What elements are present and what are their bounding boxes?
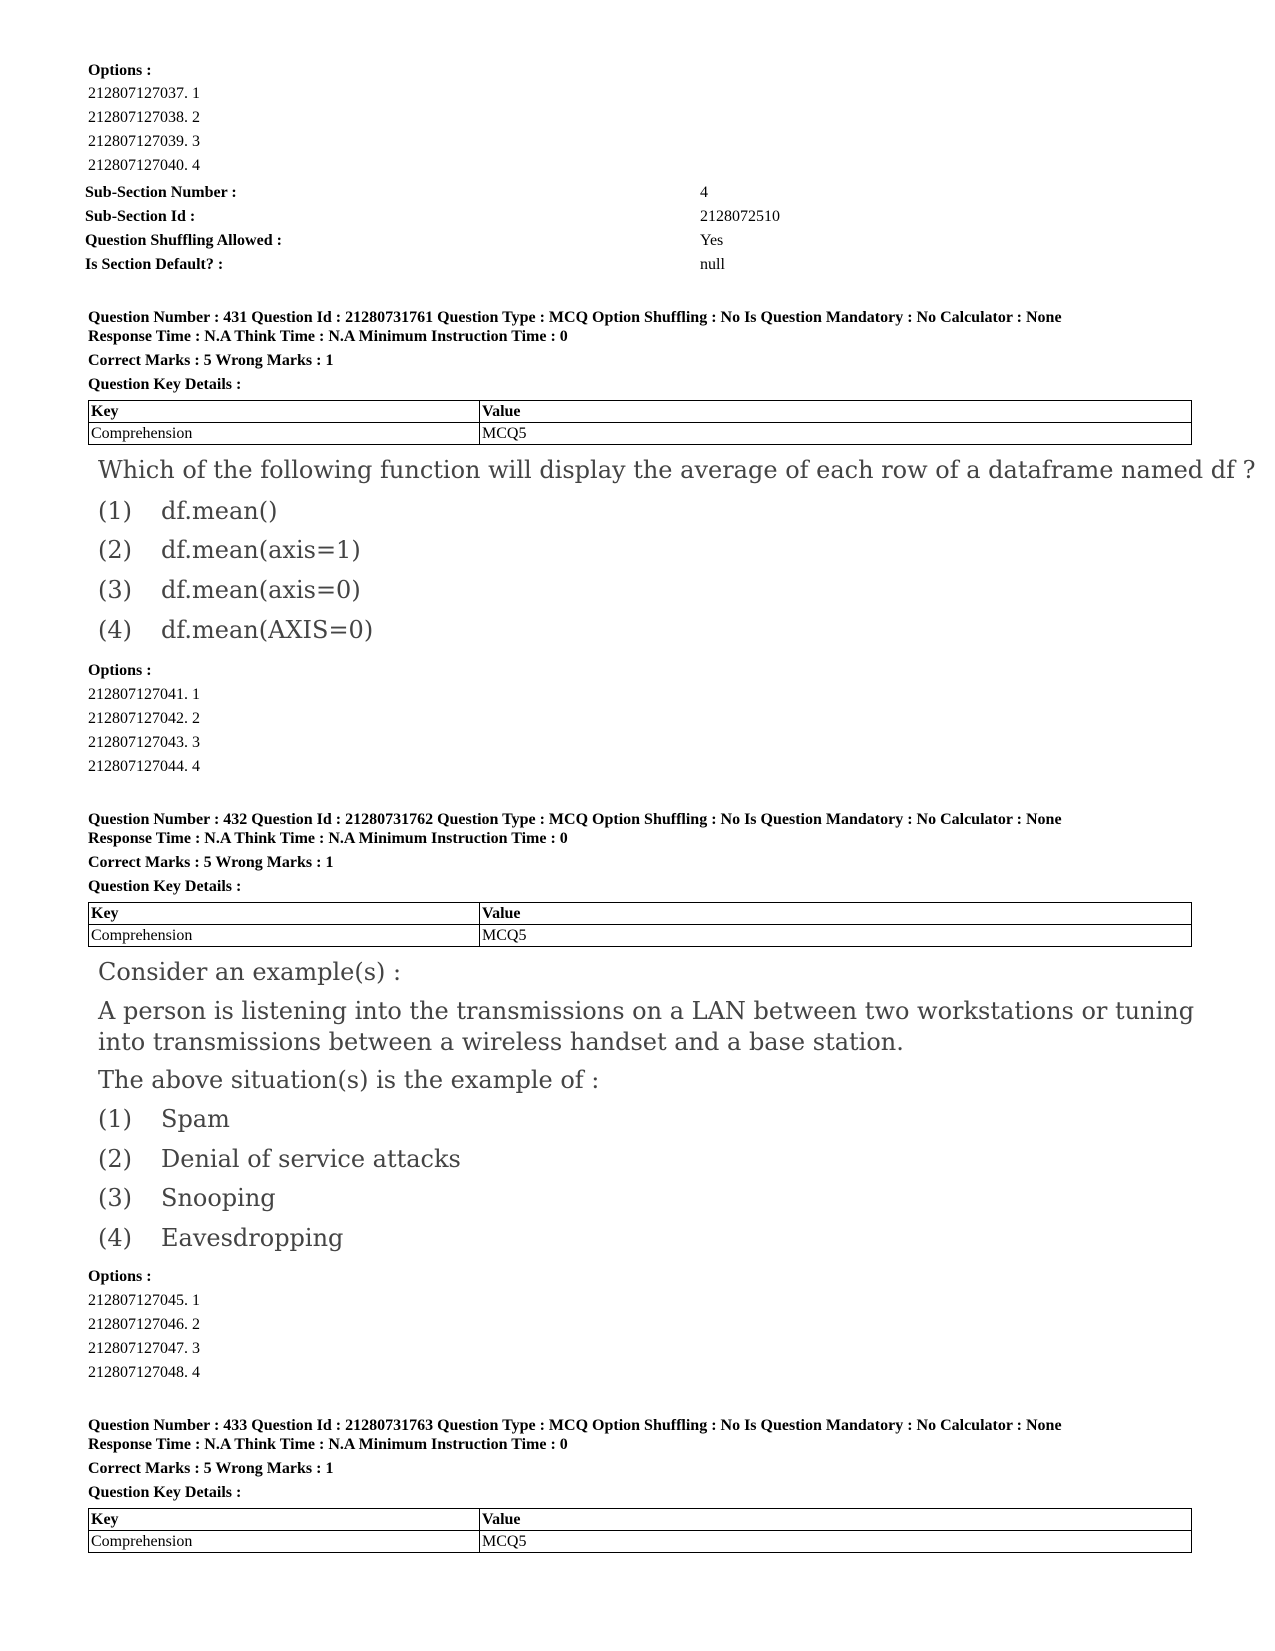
option-item: 212807127042. 2 xyxy=(88,710,200,727)
value-header: Value xyxy=(480,401,1192,423)
options-label: Options : xyxy=(88,1268,152,1285)
option-item: 212807127046. 2 xyxy=(88,1316,200,1333)
option-item: 212807127045. 1 xyxy=(88,1292,200,1309)
question-key-table xyxy=(88,400,1192,445)
value-cell: MCQ5 xyxy=(480,925,1192,947)
key-header: Key xyxy=(89,401,480,423)
value-header: Value xyxy=(480,903,1192,925)
shuffling-allowed-value: Yes xyxy=(700,232,724,249)
question-choice: (1) Spam xyxy=(98,1105,230,1133)
question-prompt: The above situation(s) is the example of : xyxy=(98,1066,600,1094)
subsection-id-label: Sub-Section Id : xyxy=(85,208,196,225)
question-marks: Correct Marks : 5 Wrong Marks : 1 xyxy=(88,854,334,871)
question-key-details-label: Question Key Details : xyxy=(88,1484,242,1501)
question-header: Question Number : 431 Question Id : 21280731761 Question Type : MCQ Option Shuffling : No Is Question Mandatory : No Calculator : None xyxy=(88,309,1062,326)
option-item: 212807127048. 4 xyxy=(88,1364,200,1381)
question-header: Question Number : 432 Question Id : 21280731762 Question Type : MCQ Option Shuffling : No Is Question Mandatory : No Calculator : None xyxy=(88,811,1062,828)
key-cell: Comprehension xyxy=(89,925,480,947)
key-cell: Comprehension xyxy=(89,423,480,445)
value-header: Value xyxy=(480,1509,1192,1531)
option-item: 212807127043. 3 xyxy=(88,734,200,751)
question-key-table xyxy=(88,902,1192,947)
question-key-details-label: Question Key Details : xyxy=(88,878,242,895)
question-timing: Response Time : N.A Think Time : N.A Minimum Instruction Time : 0 xyxy=(88,1436,568,1453)
option-item: 212807127039. 3 xyxy=(88,133,200,150)
question-choice: (1) df.mean() xyxy=(98,497,278,525)
question-scenario: A person is listening into the transmissions on a LAN between two workstations or tuning into transmissions between a wireless handset and a base station. xyxy=(98,997,1195,1056)
question-intro: Consider an example(s) : xyxy=(98,958,402,986)
option-item: 212807127038. 2 xyxy=(88,109,200,126)
shuffling-allowed-label: Question Shuffling Allowed : xyxy=(85,232,282,249)
question-text: Which of the following function will display the average of each row of a dataframe named df ? xyxy=(98,456,1256,484)
subsection-id-value: 2128072510 xyxy=(700,208,780,225)
options-label: Options : xyxy=(88,62,152,79)
key-header: Key xyxy=(89,903,480,925)
option-item: 212807127044. 4 xyxy=(88,758,200,775)
question-choice: (2) df.mean(axis=1) xyxy=(98,536,361,564)
subsection-number-value: 4 xyxy=(700,184,708,201)
option-item: 212807127047. 3 xyxy=(88,1340,200,1357)
question-marks: Correct Marks : 5 Wrong Marks : 1 xyxy=(88,1460,334,1477)
option-item: 212807127041. 1 xyxy=(88,686,200,703)
question-timing: Response Time : N.A Think Time : N.A Minimum Instruction Time : 0 xyxy=(88,328,568,345)
question-header: Question Number : 433 Question Id : 21280731763 Question Type : MCQ Option Shuffling : No Is Question Mandatory : No Calculator : None xyxy=(88,1417,1062,1434)
question-choice: (3) Snooping xyxy=(98,1184,276,1212)
option-item: 212807127040. 4 xyxy=(88,157,200,174)
key-cell: Comprehension xyxy=(89,1531,480,1553)
question-key-table xyxy=(88,1508,1192,1553)
option-item: 212807127037. 1 xyxy=(88,85,200,102)
question-choice: (4) df.mean(AXIS=0) xyxy=(98,616,374,644)
question-choice: (4) Eavesdropping xyxy=(98,1224,344,1252)
key-header: Key xyxy=(89,1509,480,1531)
section-default-value: null xyxy=(700,256,725,273)
value-cell: MCQ5 xyxy=(480,1531,1192,1553)
question-timing: Response Time : N.A Think Time : N.A Minimum Instruction Time : 0 xyxy=(88,830,568,847)
question-key-details-label: Question Key Details : xyxy=(88,376,242,393)
options-label: Options : xyxy=(88,662,152,679)
question-marks: Correct Marks : 5 Wrong Marks : 1 xyxy=(88,352,334,369)
value-cell: MCQ5 xyxy=(480,423,1192,445)
question-choice: (3) df.mean(axis=0) xyxy=(98,576,361,604)
section-default-label: Is Section Default? : xyxy=(85,256,224,273)
question-choice: (2) Denial of service attacks xyxy=(98,1145,461,1173)
subsection-number-label: Sub-Section Number : xyxy=(85,184,237,201)
